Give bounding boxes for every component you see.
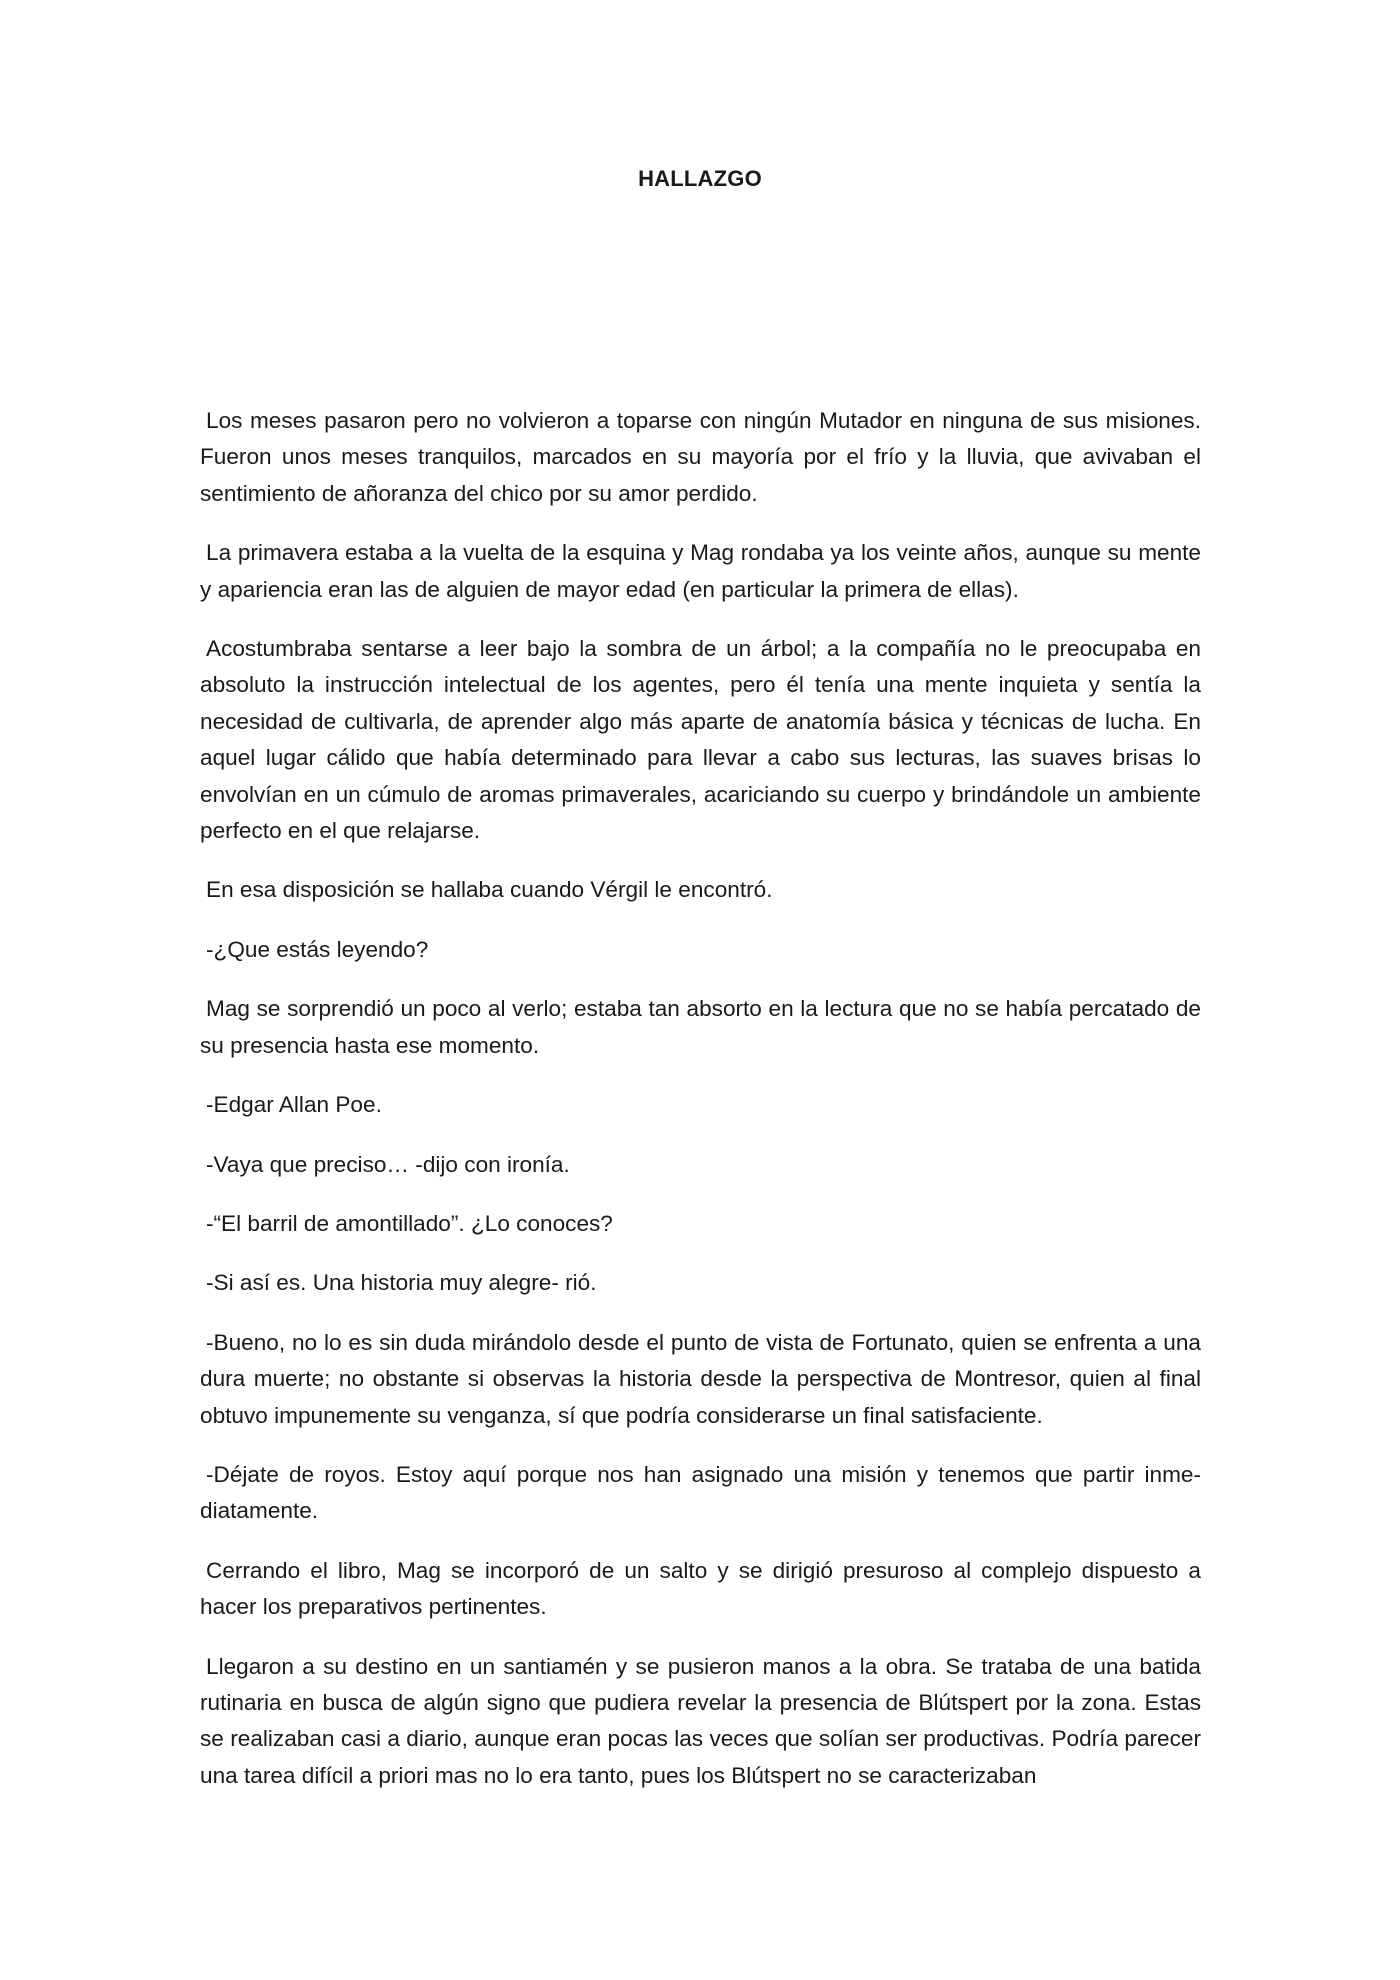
paragraph: Los meses pasaron pero no volvieron a toparse con ningún Mutador en ninguna de sus misiones. Fueron unos meses tranquilos, marcados en su mayoría por el frío y la lluvia, que avivaban el sentimiento de añoranza del chico por su amor perdido.: [200, 408, 1201, 506]
paragraph: -Déjate de royos. Estoy aquí porque nos han asignado una misión y tenemos que partir inmediatamente.: [200, 1461, 1201, 1524]
paragraph: En esa disposición se hallaba cuando Vérgil le encontró.: [206, 877, 773, 903]
document-body: [200, 403, 1201, 1794]
paragraph: -¿Que estás leyendo?: [206, 936, 429, 962]
paragraph: Mag se sorprendió un poco al verlo; estaba tan absorto en la lectura que no se había percatado de su presencia hasta ese momento.: [200, 996, 1201, 1058]
paragraph: -Bueno, no lo es sin duda mirándolo desde el punto de vista de Fortunato, quien se enfrenta a una dura muerte; no obstante si observas la historia desde la perspectiva de Montresor, quien al final obtuvo impunemente su venganza, sí que podría considerarse un final satisfaciente.: [200, 1329, 1201, 1428]
paragraph: -Edgar Allan Poe.: [206, 1092, 382, 1118]
paragraph: -Si así es. Una historia muy alegre- rió.: [206, 1270, 597, 1296]
paragraph: -“El barril de amontillado”. ¿Lo conoces?: [206, 1210, 613, 1236]
document-title: HALLAZGO: [638, 166, 762, 191]
paragraph: La primavera estaba a la vuelta de la esquina y Mag rondaba ya los veinte años, aunque su mente y apariencia eran las de alguien de mayor edad (en particular la primera de ellas).: [200, 540, 1201, 602]
paragraph: Acostumbraba sentarse a leer bajo la sombra de un árbol; a la compañía no le preocupaba en absoluto la instrucción intelectual de los agentes, pero él tenía una mente inquieta y sentía la necesidad de cultivarla, de aprender algo más aparte de anatomía básica y técnicas de lucha. En aquel lugar cálido que había determinado para llevar a cabo sus lecturas, las suaves brisas lo envolvían en un cúmulo de aromas primaverales, acariciando su cuerpo y brindándole un ambiente perfecto en el que relajarse.: [200, 636, 1201, 844]
paragraph: Llegaron a su destino en un santiamén y se pusieron manos a la obra. Se trataba de una batida rutinaria en busca de algún signo que pudiera revelar la presencia de Blútspert por la zona. Estas se realizaban casi a diario, aunque eran pocas las veces que solían ser productivas. Podría parecer una tarea difícil a priori mas no lo era tanto, pues los Blútspert no se caracterizaban: [200, 1653, 1201, 1788]
paragraph: Cerrando el libro, Mag se incorporó de un salto y se dirigió presuroso al complejo dispuesto a hacer los preparativos pertinentes.: [200, 1557, 1201, 1620]
paragraph: -Vaya que preciso… -dijo con ironía.: [206, 1151, 570, 1177]
